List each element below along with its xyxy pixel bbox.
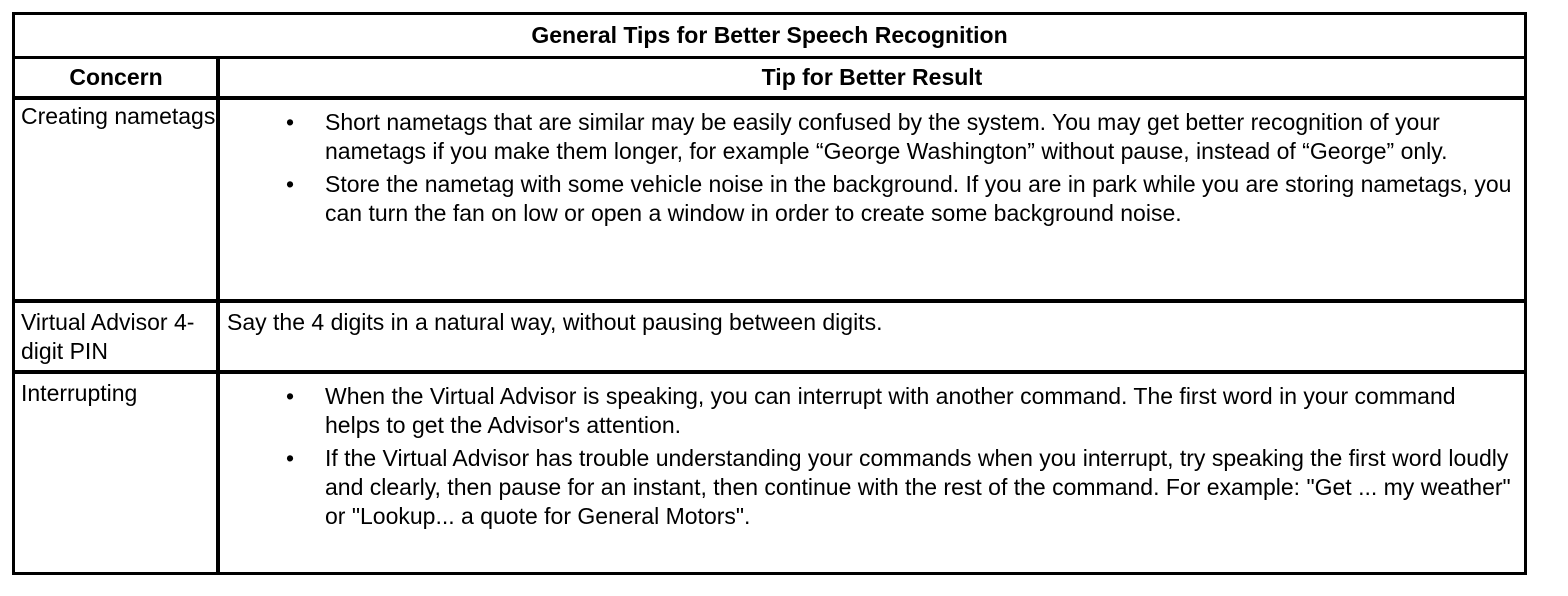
concern-creating-nametags: Creating nametags — [21, 103, 216, 129]
divider — [15, 370, 1524, 374]
tip-cell-creating-nametags — [220, 108, 1524, 232]
tip-text: When the Virtual Advisor is speaking, you can interrupt with another command. The first word in your command helps to get the Advisor's attention. — [325, 383, 1456, 438]
bullet-icon: • — [285, 109, 295, 135]
concern-interrupting: Interrupting — [21, 380, 138, 406]
divider — [15, 299, 1524, 303]
header-concern: Concern — [69, 64, 163, 90]
bullet-icon: • — [285, 383, 295, 409]
list-item — [220, 170, 1524, 228]
tip-text: Short nametags that are similar may be easily confused by the system. You may get better recognition of your nametags if you make them longer, for example “George Washington” without pause, instead of “George” only. — [325, 109, 1448, 164]
tip-text: Say the 4 digits in a natural way, without pausing between digits. — [227, 309, 883, 335]
tip-text: If the Virtual Advisor has trouble understanding your commands when you interrupt, try speaking the first word loudly and clearly, then pause for an instant, then continue with the rest of the command. For example: "Get ... my weather" or "Lookup... a quote for General Motors". — [325, 445, 1511, 529]
divider — [15, 96, 1524, 100]
list-item — [220, 444, 1524, 531]
tip-text: Store the nametag with some vehicle noise in the background. If you are in park while you are storing nametags, you can turn the fan on low or open a window in order to create some background noise. — [325, 171, 1512, 226]
table-title: General Tips for Better Speech Recognition — [531, 22, 1008, 48]
bullet-icon: • — [285, 171, 295, 197]
tips-table — [12, 12, 1527, 575]
header-tip: Tip for Better Result — [761, 64, 983, 90]
list-item — [220, 108, 1524, 166]
concern-virtual-advisor-pin: Virtual Advisor 4-digit PIN — [21, 309, 195, 364]
bullet-icon: • — [285, 445, 295, 471]
list-item — [220, 382, 1524, 440]
tip-cell-interrupting — [220, 382, 1524, 535]
